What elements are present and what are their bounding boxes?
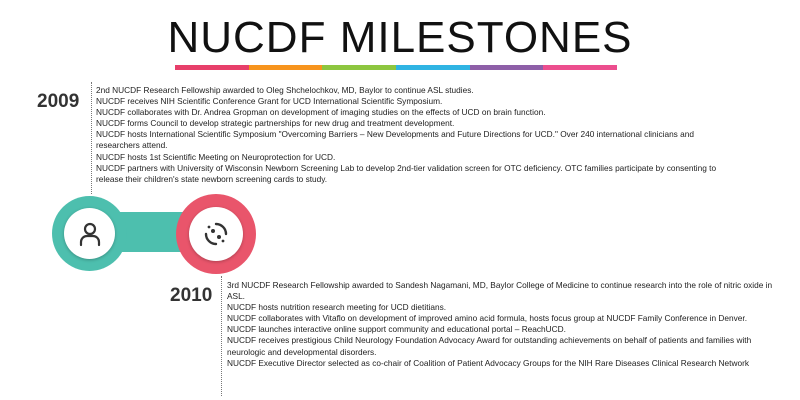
circle-2009 <box>52 196 127 271</box>
color-bar-segment <box>175 65 249 70</box>
list-item: NUCDF hosts nutrition research meeting for UCD dietitians. <box>227 302 447 313</box>
list-item: NUCDF launches interactive online support community and educational portal – ReachUCD. <box>227 324 566 335</box>
circle-2009-inner <box>64 208 115 259</box>
milestone-list-2009 <box>96 85 736 185</box>
list-item: NUCDF partners with University of Wisconsin Newborn Screening Lab to develop 2nd-tier validation screen for OTC deficiency. OTC families participate by consenting to release their children's state newborn screening cards to study. <box>96 162 717 184</box>
circle-2010-inner <box>189 207 243 261</box>
year-2010: 2010 <box>170 285 213 306</box>
color-bar-segment <box>322 65 396 70</box>
list-item: NUCDF collaborates with Dr. Andrea Gropman on development of imaging studies on the effects of UCD on brain function. <box>96 107 546 118</box>
dots-loop-icon <box>201 219 231 249</box>
list-item: 3rd NUCDF Research Fellowship awarded to Sandesh Nagamani, MD, Baylor College of Medicine to continue research into the role of nitric oxide in ASL. <box>227 280 773 302</box>
list-item: NUCDF collaborates with Vitaflo on development of improved amino acid formula, hosts focus group at NUCDF Family Conference in Denver. <box>227 313 748 324</box>
list-item: NUCDF forms Council to develop strategic partnerships for new drug and treatment development. <box>96 118 455 129</box>
color-bar-segment <box>543 65 617 70</box>
year-2009: 2009 <box>37 91 80 112</box>
list-item: 2nd NUCDF Research Fellowship awarded to Oleg Shchelochkov, MD, Baylor to continue ASL studies. <box>96 85 474 95</box>
color-bar-segment <box>470 65 544 70</box>
color-bar-segment <box>396 65 470 70</box>
list-item: NUCDF hosts 1st Scientific Meeting on Neuroprotection for UCD. <box>96 151 336 162</box>
timeline-line-2009 <box>91 82 92 194</box>
list-item: NUCDF Executive Director selected as co-chair of Coalition of Patient Advocacy Groups for the NIH Rare Diseases Clinical Research Network <box>227 357 749 368</box>
color-bar-segment <box>249 65 323 70</box>
list-item: NUCDF receives NIH Scientific Conference Grant for UCD International Scientific Symposium. <box>96 96 443 107</box>
person-icon <box>76 220 104 248</box>
list-item: NUCDF receives prestigious Child Neurology Foundation Advocacy Award for outstanding achievements on behalf of patients and families with neurologic and developmental disorders. <box>227 335 752 357</box>
page-title: NUCDF MILESTONES <box>167 13 633 62</box>
milestone-list-2010 <box>227 280 785 369</box>
circle-2010 <box>176 194 256 274</box>
timeline-line-2010 <box>221 276 222 396</box>
color-bar <box>175 65 617 70</box>
list-item: NUCDF hosts International Scientific Symposium "Overcoming Barriers – New Developments and Future Directions for UCD." Over 240 international clinicians and researchers attend. <box>96 129 694 151</box>
